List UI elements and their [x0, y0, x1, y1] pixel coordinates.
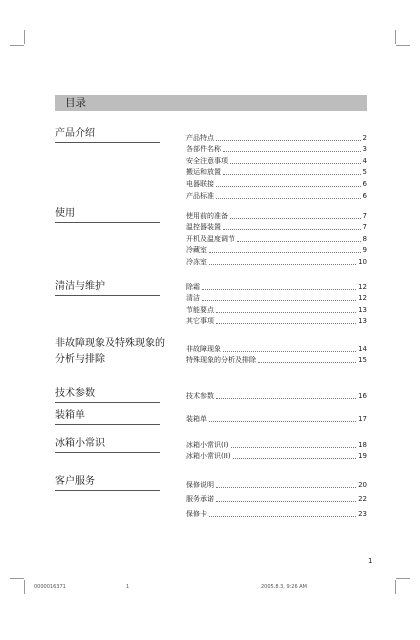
entry-page: 23 — [358, 509, 367, 518]
crop-mark — [396, 45, 410, 46]
entry-list — [186, 343, 367, 366]
entry-label: 各部件名称 — [186, 145, 221, 154]
entry-label: 特殊现象的分析及排除 — [186, 356, 256, 365]
toc-entry[interactable] — [186, 390, 367, 402]
dot-leader — [233, 457, 356, 459]
dot-leader — [209, 263, 356, 265]
entry-label: 保修卡 — [186, 509, 207, 518]
section-heading — [55, 336, 185, 369]
entry-page: 5 — [362, 168, 367, 177]
toc-entry[interactable] — [186, 316, 367, 328]
toc-entry[interactable] — [186, 144, 367, 156]
entry-label: 除霜 — [186, 282, 200, 291]
crop-mark — [24, 580, 25, 594]
footer-right: 2005.8.3, 9:26 AM — [261, 584, 307, 590]
toc-entry[interactable] — [186, 190, 367, 202]
entry-list — [186, 439, 367, 462]
dot-leader — [209, 251, 361, 253]
toc-entry[interactable] — [186, 451, 367, 463]
footer-left: 0000016371 — [34, 584, 66, 590]
entry-label: 电器联接 — [186, 179, 214, 188]
entry-page: 22 — [358, 495, 367, 503]
entry-label: 产品特点 — [186, 133, 214, 142]
dot-leader — [216, 139, 361, 141]
entry-label: 技术参数 — [186, 391, 214, 400]
dot-leader — [202, 299, 356, 301]
dot-leader — [216, 486, 356, 488]
toc-entry[interactable] — [186, 132, 367, 144]
entry-page: 2 — [362, 133, 367, 142]
entry-page: 9 — [362, 246, 367, 255]
entry-label: 冰箱小常识(II) — [186, 452, 231, 461]
dot-leader — [216, 197, 361, 199]
dot-leader — [258, 361, 356, 363]
entry-page: 4 — [362, 156, 367, 165]
entry-label: 服务承诺 — [186, 495, 214, 503]
toc-entry[interactable] — [186, 222, 367, 234]
entry-page: 13 — [358, 305, 367, 314]
crop-mark — [396, 578, 410, 579]
toc-entry[interactable] — [186, 293, 367, 305]
entry-label: 冷藏室 — [186, 246, 207, 255]
dot-leader — [216, 500, 356, 502]
entry-list — [186, 390, 367, 402]
crop-mark — [395, 580, 396, 594]
crop-mark — [24, 30, 25, 44]
dot-leader — [209, 515, 356, 517]
dot-leader — [231, 446, 357, 448]
entry-page: 12 — [358, 294, 367, 303]
toc-entry[interactable] — [186, 245, 367, 257]
dot-leader — [216, 311, 356, 313]
section-heading: 客户服务 — [55, 474, 160, 491]
entry-page: 8 — [362, 234, 367, 243]
entry-label: 装箱单 — [186, 414, 207, 423]
toc-entry[interactable] — [186, 413, 367, 425]
entry-page: 7 — [362, 223, 367, 232]
dot-leader — [202, 288, 356, 290]
entry-label: 搬运和放置 — [186, 168, 221, 177]
crop-mark — [10, 45, 24, 46]
entry-page: 15 — [358, 356, 367, 365]
toc-entry[interactable] — [186, 439, 367, 451]
dot-leader — [230, 162, 361, 164]
entry-page: 16 — [358, 391, 367, 400]
dot-leader — [230, 217, 361, 219]
section-heading: 清洁与维护 — [55, 279, 160, 296]
toc-entry[interactable] — [186, 343, 367, 355]
toc-entry[interactable] — [186, 281, 367, 293]
entry-page: 3 — [362, 145, 367, 154]
entry-page: 19 — [358, 452, 367, 461]
section-heading: 产品介绍 — [55, 126, 160, 143]
toc-entry[interactable] — [186, 155, 367, 167]
dot-leader — [223, 173, 361, 175]
entry-label: 开机及温度调节 — [186, 234, 235, 243]
dot-leader — [216, 397, 356, 399]
toc-entry[interactable] — [186, 178, 367, 190]
entry-label: 清洁 — [186, 294, 200, 303]
toc-entry[interactable] — [186, 491, 367, 506]
entry-page: 13 — [358, 317, 367, 326]
entry-page: 17 — [358, 414, 367, 423]
toc-entry[interactable] — [186, 304, 367, 316]
entry-label: 保修说明 — [186, 480, 214, 489]
entry-page: 18 — [358, 440, 367, 449]
entry-page: 6 — [362, 191, 367, 200]
section-heading: 装箱单 — [55, 408, 160, 425]
section-heading: 冰箱小常识 — [55, 436, 160, 453]
toc-entry[interactable] — [186, 256, 367, 268]
entry-list — [186, 132, 367, 202]
dot-leader — [223, 228, 361, 230]
entry-label: 温控器装置 — [186, 223, 221, 232]
toc-entry[interactable] — [186, 355, 367, 367]
entry-label: 其它事项 — [186, 317, 214, 326]
toc-title: 目录 — [65, 97, 86, 109]
section-heading-line2: 分析与排除 — [55, 354, 105, 365]
crop-mark — [10, 578, 24, 579]
entry-label: 产品标准 — [186, 191, 214, 200]
page-number: 1 — [368, 557, 373, 565]
crop-mark — [395, 30, 396, 44]
section-heading: 使用 — [55, 206, 160, 223]
entry-list — [186, 413, 367, 425]
entry-page: 6 — [362, 179, 367, 188]
section-heading-line1: 非故障现象及特殊现象的 — [55, 338, 165, 349]
dot-leader — [216, 322, 356, 324]
entry-list — [186, 210, 367, 268]
dot-leader — [209, 420, 356, 422]
dot-leader — [223, 150, 361, 152]
dot-leader — [223, 350, 356, 352]
entry-page: 10 — [358, 257, 367, 266]
toc-entry[interactable] — [186, 210, 367, 222]
entry-page: 14 — [358, 344, 367, 353]
footer-center: 1 — [126, 584, 130, 590]
toc-entry[interactable] — [186, 167, 367, 179]
entry-label: 非故障现象 — [186, 344, 221, 353]
toc-entry[interactable] — [186, 476, 367, 491]
entry-list — [186, 281, 367, 327]
entry-page: 20 — [358, 480, 367, 489]
entry-label: 冷冻室 — [186, 257, 207, 266]
toc-title-bar — [55, 95, 367, 111]
entry-label: 安全注意事项 — [186, 156, 228, 165]
toc-entry[interactable] — [186, 233, 367, 245]
entry-label: 冰箱小常识(I) — [186, 440, 229, 449]
dot-leader — [216, 185, 361, 187]
entry-label: 节能要点 — [186, 305, 214, 314]
section-heading: 技术参数 — [55, 386, 160, 403]
toc-entry[interactable] — [186, 505, 367, 520]
entry-list — [186, 476, 367, 520]
entry-label: 使用前的准备 — [186, 211, 228, 220]
dot-leader — [237, 240, 361, 242]
entry-page: 12 — [358, 282, 367, 291]
entry-page: 7 — [362, 211, 367, 220]
